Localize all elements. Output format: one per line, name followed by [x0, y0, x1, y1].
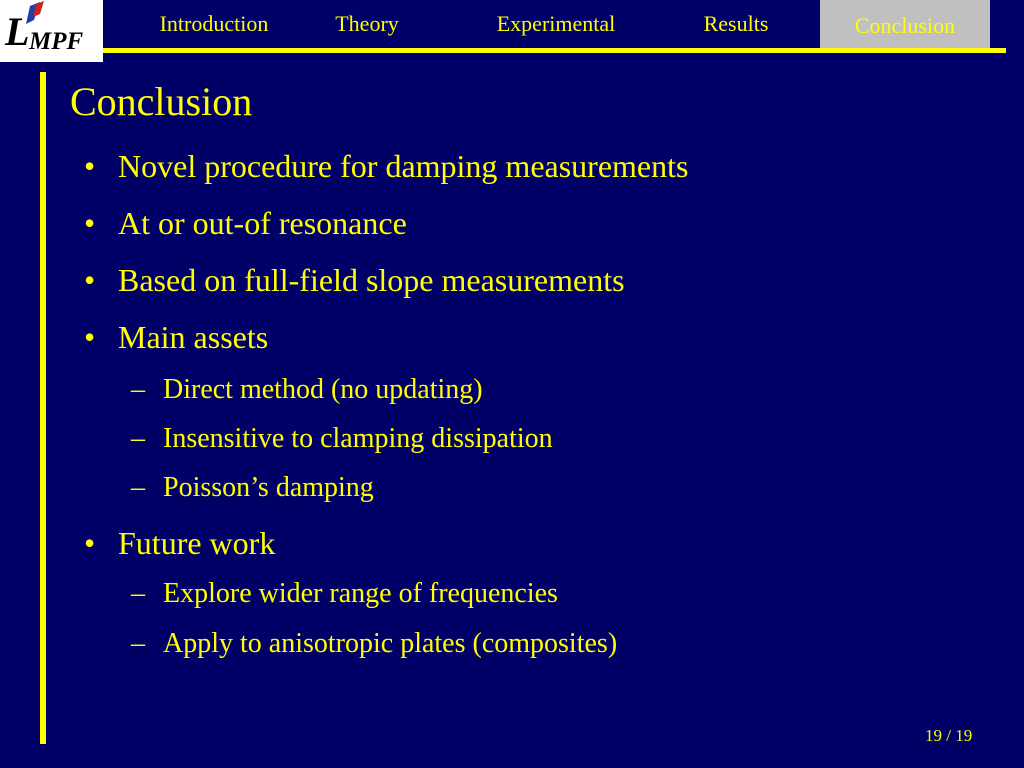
- dash-marker: –: [131, 423, 145, 454]
- tab-experimental[interactable]: Experimental: [496, 11, 616, 36]
- sub-bullet-text: Apply to anisotropic plates (composites): [163, 628, 618, 659]
- tab-results[interactable]: Results: [703, 11, 769, 36]
- tab-introduction[interactable]: Introduction: [159, 11, 269, 36]
- bullet-text: Novel procedure for damping measurements: [118, 148, 689, 184]
- side-rule: [40, 72, 46, 744]
- bullet-marker: •: [84, 148, 96, 184]
- dash-marker: –: [131, 628, 145, 659]
- lmpf-logo: [0, 0, 103, 62]
- slide-title: Conclusion: [70, 79, 253, 124]
- logo-subscript: MPF: [29, 28, 84, 55]
- bullet-text: Based on full-field slope measurements: [118, 262, 625, 298]
- sub-bullet-text: Poisson’s damping: [163, 472, 374, 503]
- bullet-marker: •: [84, 319, 96, 355]
- bullet-text: Main assets: [118, 319, 269, 355]
- sub-bullet-text: Insensitive to clamping dissipation: [163, 423, 553, 454]
- page-number: 19 / 19: [925, 726, 973, 745]
- logo-letter: L: [5, 9, 30, 54]
- sub-bullet-text: Direct method (no updating): [163, 374, 483, 405]
- bullet-marker: •: [84, 525, 96, 561]
- nav-underline: [103, 48, 1006, 53]
- bullet-text: At or out-of resonance: [118, 205, 407, 241]
- bullet-marker: •: [84, 205, 96, 241]
- tab-conclusion[interactable]: Conclusion: [820, 0, 990, 48]
- section-nav: [103, 0, 1024, 52]
- dash-marker: –: [131, 578, 145, 609]
- bullet-text: Future work: [118, 525, 276, 561]
- bullet-marker: •: [84, 262, 96, 298]
- dash-marker: –: [131, 374, 145, 405]
- dash-marker: –: [131, 472, 145, 503]
- tab-theory[interactable]: Theory: [335, 11, 399, 36]
- sub-bullet-text: Explore wider range of frequencies: [163, 578, 558, 609]
